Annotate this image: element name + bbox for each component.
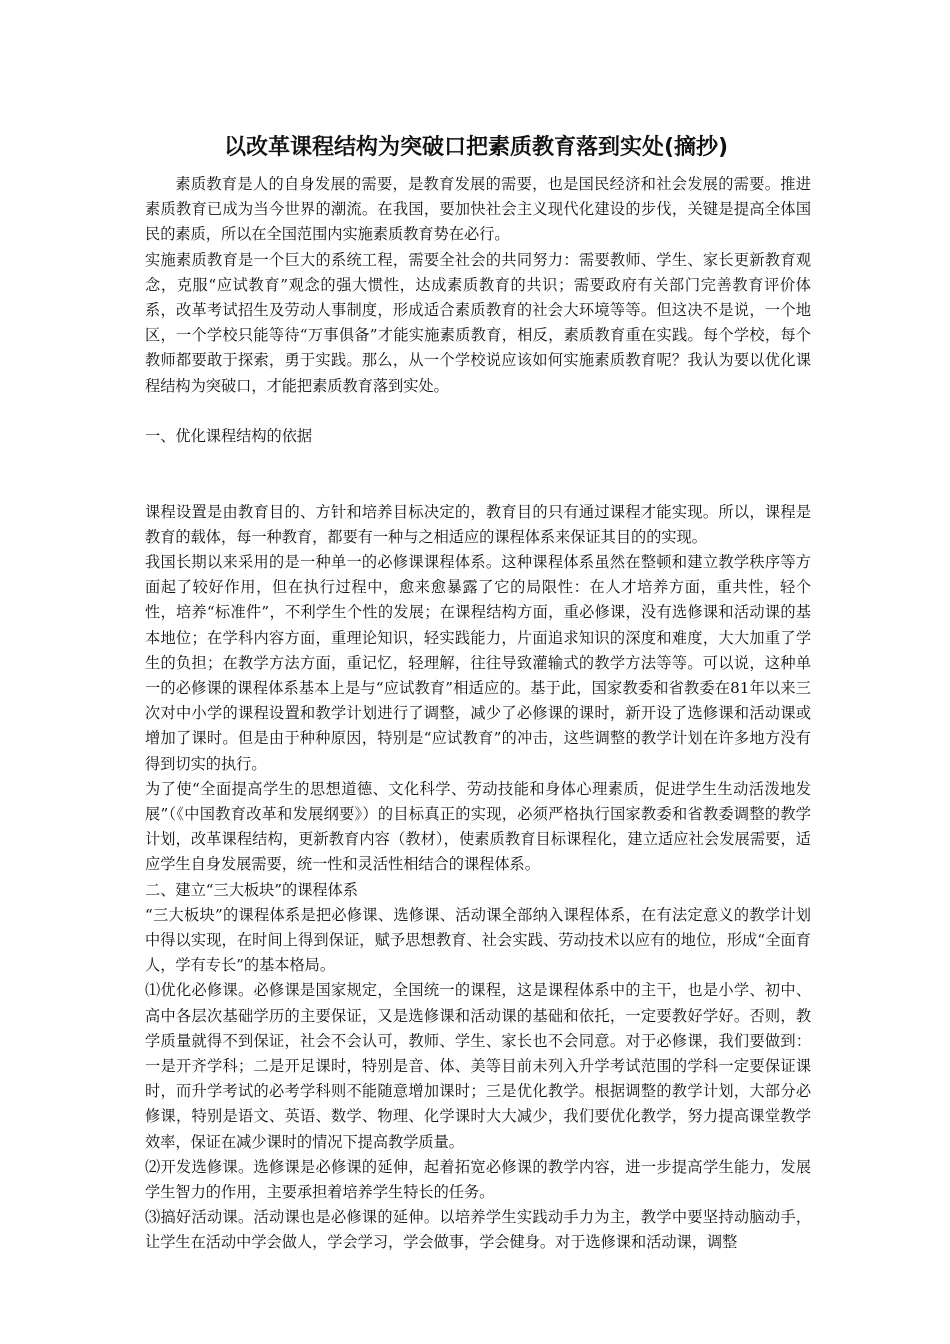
paragraph-required-courses: ⑴优化必修课。必修课是国家规定，全国统一的课程，这是课程体系中的主干，也是小学、初中、高中各层次基础学历的主要保证，又是选修课和活动课的基础和依托，一定要教好学好。否则，教学质量就得不到保证，社会不会认可，教师、学生、家长也不会同意。对于必修课，我们要做到：一是开齐学科；二是开足课时，特别是音、体、美等目前未列入升学考试范围的学科一定要保证课时，而升学考试的必考学科则不能随意增加课时；三是优化教学。根据调整的教学计划，大部分必修课，特别是语文、英语、数学、物理、化学课时大大减少，我们要优化教学，努力提高课堂教学效率，保证在减少课时的情况下提高教学质量。 [145, 981, 811, 1151]
paragraph-goal: 为了使“全面提高学生的思想道德、文化科学、劳动技能和身体心理素质，促进学生生动活泼地发展”（《中国教育改革和发展纲要》）的目标真正的实现，必须严格执行国家教委和省教委调整的教学计划，改革课程结构，更新教育内容（教材），使素质教育目标课程化，建立适应社会发展需要，适应学生自身发展需要，统一性和灵活性相结合的课程体系。 [145, 779, 811, 874]
paragraph-activity-courses: ⑶搞好活动课。活动课也是必修课的延伸。以培养学生实践动手力为主，教学中要坚持动脑动手，让学生在活动中学会做人，学会学习，学会做事，学会健身。对于选修课和活动课，调整 [145, 1208, 811, 1252]
blank-line [145, 399, 811, 424]
section-heading-2: 二、建立“三大板块”的课程体系 [145, 880, 358, 899]
paragraph-elective-courses: ⑵开发选修课。选修课是必修课的延伸，起着拓宽必修课的教学内容，进一步提高学生能力，发展学生智力的作用，主要承担着培养学生特长的任务。 [145, 1157, 811, 1202]
document-body [145, 172, 811, 1256]
document-title: 以改革课程结构为突破口把素质教育落到实处(摘抄) [223, 135, 729, 160]
paragraph-three-blocks: “三大板块”的课程体系是把必修课、选修课、活动课全部纳入课程体系，在有法定意义的教学计划中得以实现，在时间上得到保证，赋予思想教育、社会实践、劳动技术以应有的地位，形成“全面育人，学有专长”的基本格局。 [145, 905, 811, 975]
section-heading-1: 一、优化课程结构的依据 [145, 427, 313, 446]
paragraph-single-required: 我国长期以来采用的是一种单一的必修课课程体系。这种课程体系虽然在整顿和建立教学秩序等方面起了较好作用，但在执行过程中，愈来愈暴露了它的局限性：在人才培养方面，重共性，轻个性，培养“标准件”，不利学生个性的发展；在课程结构方面，重必修课，没有选修课和活动课的基本地位；在学科内容方面，重理论知识，轻实践能力，片面追求知识的深度和难度，大大加重了学生的负担；在教学方法方面，重记忆，轻理解，往往导致灌输式的教学方法等等。可以说，这种单一的必修课的课程体系基本上是与“应试教育”相适应的。基于此，国家教委和省教委在81年以来三次对中小学的课程设置和教学计划进行了调整，减少了必修课的课时，新开设了选修课和活动课或增加了课时。但是由于种种原因，特别是“应试教育”的冲击，这些调整的教学计划在许多地方没有得到切实的执行。 [145, 553, 811, 773]
paragraph-curriculum-setting: 课程设置是由教育目的、方针和培养目标决定的，教育目的只有通过课程才能实现。所以，课程是教育的载体，每一种教育，都要有一种与之相适应的课程体系来保证其目的的实现。 [145, 502, 811, 546]
paragraph-system-project: 实施素质教育是一个巨大的系统工程，需要全社会的共同努力：需要教师、学生、家长更新教育观念，克服“应试教育”观念的强大惯性，达成素质教育的共识；需要政府有关部门完善教育评价体系，改革考试招生及劳动人事制度，形成适合素质教育的社会大环境等等。但这决不是说，一个地区，一个学校只能等待“万事俱备”才能实施素质教育，相反，素质教育重在实践。每个学校，每个教师都要敢于探索，勇于实践。那么，从一个学校说应该如何实施素质教育呢？我认为要以优化课程结构为突破口，才能把素质教育落到实处。 [145, 250, 811, 395]
paragraph-intro: 素质教育是人的自身发展的需要，是教育发展的需要，也是国民经济和社会发展的需要。推进素质教育已成为当今世界的潮流。在我国，要加快社会主义现代化建设的步伐，关键是提高全体国民的素质，所以在全国范围内实施素质教育势在必行。 [145, 175, 811, 244]
blank-line [145, 474, 811, 499]
blank-line [145, 449, 811, 474]
